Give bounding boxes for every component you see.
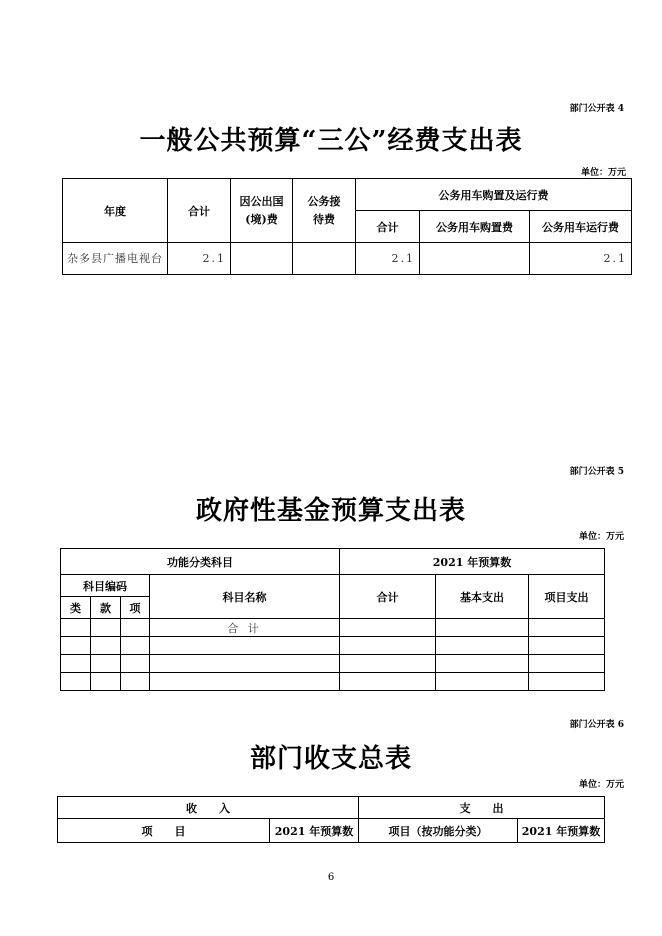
- header-income: 收 入: [58, 797, 359, 819]
- table-row: [61, 655, 605, 673]
- section2-unit: 单位：万元: [578, 532, 624, 542]
- row-name: 杂多县广播电视台: [63, 243, 168, 275]
- table-row: [61, 673, 605, 691]
- header-fund-total: 合计: [340, 575, 436, 619]
- section3-unit: 单位：万元: [578, 780, 624, 790]
- section3-tag: 部门公开表 6: [569, 720, 624, 730]
- section2-title: 政府性基金预算支出表: [195, 496, 466, 526]
- page-number: 6: [327, 872, 335, 883]
- table-row: [61, 637, 605, 655]
- dept-income-expense-table: [57, 796, 605, 843]
- header-expense-item: 项目（按功能分类）: [359, 819, 518, 843]
- row-abroad: [231, 243, 293, 275]
- header-expense-budget: 2021 年预算数: [518, 819, 605, 843]
- header-vehicle-total: 合计: [356, 211, 420, 243]
- header-income-budget: 2021 年预算数: [270, 819, 359, 843]
- three-public-expense-table: [62, 178, 632, 275]
- row-vehicle-operation: 2.1: [530, 243, 632, 275]
- header-total: 合计: [168, 179, 231, 243]
- header-project: 项目支出: [529, 575, 605, 619]
- header-vehicle-operation: 公务用车运行费: [530, 211, 632, 243]
- header-reception: 公务接待费: [293, 179, 356, 243]
- header-basic: 基本支出: [436, 575, 529, 619]
- header-xiang: 项: [121, 597, 150, 619]
- header-vehicle-group: 公务用车购置及运行费: [356, 179, 632, 211]
- gov-fund-expense-table: [60, 548, 605, 691]
- row-reception: [293, 243, 356, 275]
- table-row: [61, 619, 605, 637]
- header-abroad: 因公出国(境)费: [231, 179, 293, 243]
- header-year: 年度: [63, 179, 168, 243]
- section3-title: 部门收支总表: [249, 744, 412, 774]
- header-lei: 类: [61, 597, 91, 619]
- header-budget-2021: 2021 年预算数: [340, 549, 605, 575]
- row-vehicle-total: 2.1: [356, 243, 420, 275]
- header-expense: 支 出: [359, 797, 605, 819]
- header-vehicle-purchase: 公务用车购置费: [420, 211, 530, 243]
- header-func-class: 功能分类科目: [61, 549, 340, 575]
- header-subject-name: 科目名称: [150, 575, 340, 619]
- section1-unit: 单位：万元: [580, 168, 626, 178]
- section2-tag: 部门公开表 5: [569, 467, 624, 477]
- table-row: [63, 243, 632, 275]
- section1-tag: 部门公开表 4: [569, 104, 624, 114]
- header-code: 科目编码: [61, 575, 150, 597]
- row-total: 2.1: [168, 243, 231, 275]
- header-item: 项 目: [58, 819, 270, 843]
- row-vehicle-purchase: [420, 243, 530, 275]
- fund-total-label: 合 计: [150, 619, 340, 637]
- header-kuan: 款: [91, 597, 121, 619]
- section1-title: 一般公共预算“三公”经费支出表: [139, 126, 523, 156]
